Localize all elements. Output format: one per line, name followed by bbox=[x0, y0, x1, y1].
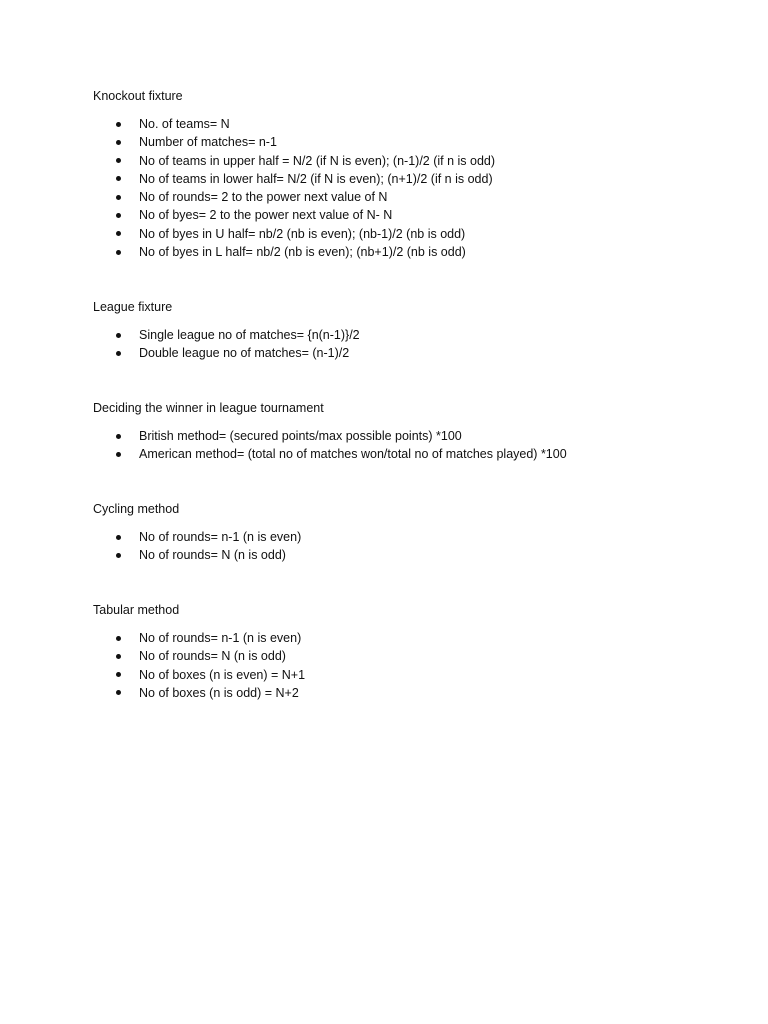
list-item bbox=[93, 206, 733, 224]
section-league-fixture bbox=[93, 298, 733, 363]
section-heading: Knockout fixture bbox=[93, 89, 183, 103]
list-item-text: No of rounds= 2 to the power next value of N bbox=[139, 190, 388, 205]
list-item bbox=[93, 115, 733, 133]
bullet-icon bbox=[116, 158, 121, 163]
list-item bbox=[93, 326, 733, 344]
list-item-text: Double league no of matches= (n-1)/2 bbox=[139, 346, 350, 361]
list-item bbox=[93, 666, 733, 684]
section-heading: Tabular method bbox=[93, 603, 180, 617]
bullet-icon bbox=[116, 654, 121, 659]
bullet-icon bbox=[116, 122, 121, 127]
bullet-icon bbox=[116, 195, 121, 200]
list-item-text: No of boxes (n is odd) = N+2 bbox=[139, 685, 299, 700]
bullet-list bbox=[93, 629, 733, 702]
bullet-icon bbox=[116, 333, 121, 338]
bullet-icon bbox=[116, 434, 121, 439]
list-item bbox=[93, 188, 733, 206]
bullet-icon bbox=[116, 553, 121, 558]
bullet-list bbox=[93, 528, 733, 565]
list-item-text: British method= (secured points/max possible points) *100 bbox=[139, 429, 462, 443]
section-knockout-fixture bbox=[93, 87, 733, 261]
list-item-text: No of rounds= n-1 (n is even) bbox=[139, 631, 302, 645]
bullet-icon bbox=[116, 250, 121, 255]
list-item bbox=[93, 170, 733, 188]
list-item bbox=[93, 629, 733, 647]
bullet-list bbox=[93, 115, 733, 261]
bullet-icon bbox=[116, 690, 121, 695]
list-item-text: Single league no of matches= {n(n-1)}/2 bbox=[139, 328, 360, 342]
list-item bbox=[93, 647, 733, 665]
list-item-text: No of rounds= N (n is odd) bbox=[139, 649, 286, 664]
list-item-text: Number of matches= n-1 bbox=[139, 135, 277, 150]
list-item-text: No of rounds= n-1 (n is even) bbox=[139, 530, 302, 544]
list-item bbox=[93, 427, 733, 445]
list-item-text: No of boxes (n is even) = N+1 bbox=[139, 667, 306, 682]
list-item bbox=[93, 445, 733, 463]
bullet-list bbox=[93, 326, 733, 363]
list-item bbox=[93, 546, 733, 564]
bullet-icon bbox=[116, 351, 121, 356]
list-item-text: No of byes in L half= nb/2 (nb is even); (nb+1)/2 (nb is odd) bbox=[139, 245, 466, 260]
list-item-text: No of teams in lower half= N/2 (if N is even); (n+1)/2 (if n is odd) bbox=[139, 171, 493, 186]
bullet-icon bbox=[116, 140, 121, 145]
list-item bbox=[93, 528, 733, 546]
bullet-icon bbox=[116, 452, 121, 457]
list-item-text: American method= (total no of matches won/total no of matches played) *100 bbox=[139, 447, 567, 462]
section-deciding-winner bbox=[93, 399, 733, 464]
section-cycling-method bbox=[93, 500, 733, 565]
section-heading: Cycling method bbox=[93, 502, 180, 516]
bullet-icon bbox=[116, 535, 121, 540]
list-item bbox=[93, 152, 733, 170]
bullet-icon bbox=[116, 176, 121, 181]
bullet-icon bbox=[116, 231, 121, 236]
bullet-list bbox=[93, 427, 733, 464]
list-item-text: No of byes= 2 to the power next value of N- N bbox=[139, 208, 393, 223]
list-item bbox=[93, 344, 733, 362]
list-item bbox=[93, 225, 733, 243]
list-item-text: No of byes in U half= nb/2 (nb is even); (nb-1)/2 (nb is odd) bbox=[139, 226, 466, 241]
section-tabular-method bbox=[93, 601, 733, 702]
section-heading: Deciding the winner in league tournament bbox=[93, 401, 324, 415]
list-item bbox=[93, 684, 733, 702]
list-item-text: No of rounds= N (n is odd) bbox=[139, 548, 286, 563]
bullet-icon bbox=[116, 636, 121, 641]
list-item bbox=[93, 243, 733, 261]
list-item bbox=[93, 133, 733, 151]
list-item-text: No of teams in upper half = N/2 (if N is even); (n-1)/2 (if n is odd) bbox=[139, 153, 496, 168]
bullet-icon bbox=[116, 213, 121, 218]
list-item-text: No. of teams= N bbox=[139, 117, 230, 131]
bullet-icon bbox=[116, 672, 121, 677]
section-heading: League fixture bbox=[93, 300, 173, 314]
